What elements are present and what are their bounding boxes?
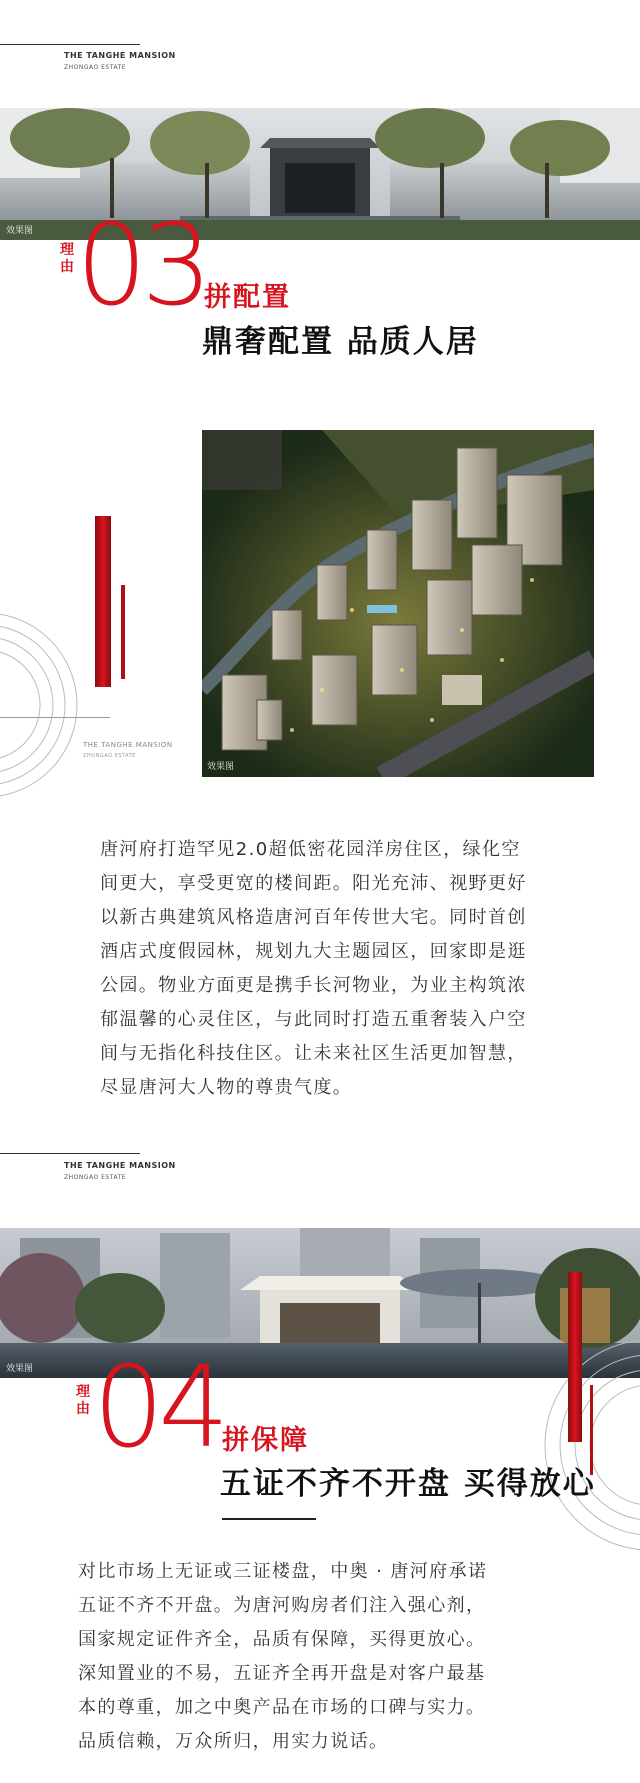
paragraph-line: 郁温馨的心灵住区，与此同时打造五重奢装入户空 — [100, 1009, 527, 1030]
mid-rule — [0, 717, 110, 718]
brand-title: THE TANGHE MANSION — [64, 51, 176, 60]
paragraph-line: 五证不齐不开盘。为唐河购房者们注入强心剂， — [78, 1595, 486, 1616]
reason-label-2: 理由 — [76, 1384, 90, 1417]
brand-title-small: THE TANGHE MANSION — [83, 741, 173, 749]
render-caption: 效果图 — [207, 762, 235, 772]
photo-caption: 效果图 — [6, 226, 34, 236]
paragraph-line: 以新古典建筑风格造唐河百年传世大宅。同时首创 — [100, 907, 527, 928]
reason-number-2: 04 — [93, 1343, 224, 1473]
headline-underline — [222, 1518, 316, 1520]
section-headline-2: 五证不齐不开盘 买得放心 — [220, 1466, 596, 1502]
paragraph-line: 尽显唐河大人物的尊贵气度。 — [100, 1077, 353, 1098]
paragraph-line: 对比市场上无证或三证楼盘，中奥 · 唐河府承诺 — [78, 1561, 488, 1582]
clubhouse-caption: 效果图 — [6, 1364, 34, 1374]
section3-paragraph — [100, 833, 598, 1105]
section4-paragraph — [78, 1555, 598, 1759]
reason-number: 03 — [76, 201, 207, 331]
brand-subtitle: ZHONGAO ESTATE — [64, 64, 127, 71]
paragraph-line: 深知置业的不易，五证齐全再开盘是对客户最基 — [78, 1663, 486, 1684]
header-rule-2 — [0, 1153, 140, 1154]
paragraph-line: 唐河府打造罕见2.0超低密花园洋房住区，绿化空 — [100, 839, 521, 860]
paragraph-line: 国家规定证件齐全，品质有保障，买得更放心。 — [78, 1629, 486, 1650]
section-subtitle-2: 拼保障 — [222, 1425, 309, 1456]
section-headline: 鼎奢配置 品质人居 — [202, 324, 479, 360]
decor-red-bar-right — [568, 1272, 582, 1442]
paragraph-line: 本的尊重，加之中奥产品在市场的口碑与实力。 — [78, 1697, 486, 1718]
aerial-render — [202, 430, 594, 777]
paragraph-line: 品质信赖，万众所归，用实力说话。 — [78, 1731, 389, 1752]
brand-subtitle-2: ZHONGAO ESTATE — [64, 1174, 127, 1181]
section-subtitle: 拼配置 — [204, 282, 291, 313]
decor-red-line — [121, 585, 125, 679]
decor-circles — [0, 605, 110, 805]
paragraph-line: 间与无指化科技住区。让未来社区生活更加智慧， — [100, 1043, 527, 1064]
paragraph-line: 公园。物业方面更是携手长河物业，为业主构筑浓 — [100, 975, 527, 996]
decor-circles-right — [470, 1330, 640, 1560]
reason-label: 理由 — [60, 242, 74, 275]
paragraph-line: 酒店式度假园林，规划九大主题园区，回家即是逛 — [100, 941, 527, 962]
header-rule — [0, 44, 140, 45]
paragraph-line: 间更大，享受更宽的楼间距。阳光充沛、视野更好 — [100, 873, 527, 894]
brand-subtitle-small: ZHONGAO ESTATE — [83, 753, 136, 759]
brand-title-2: THE TANGHE MANSION — [64, 1161, 176, 1170]
